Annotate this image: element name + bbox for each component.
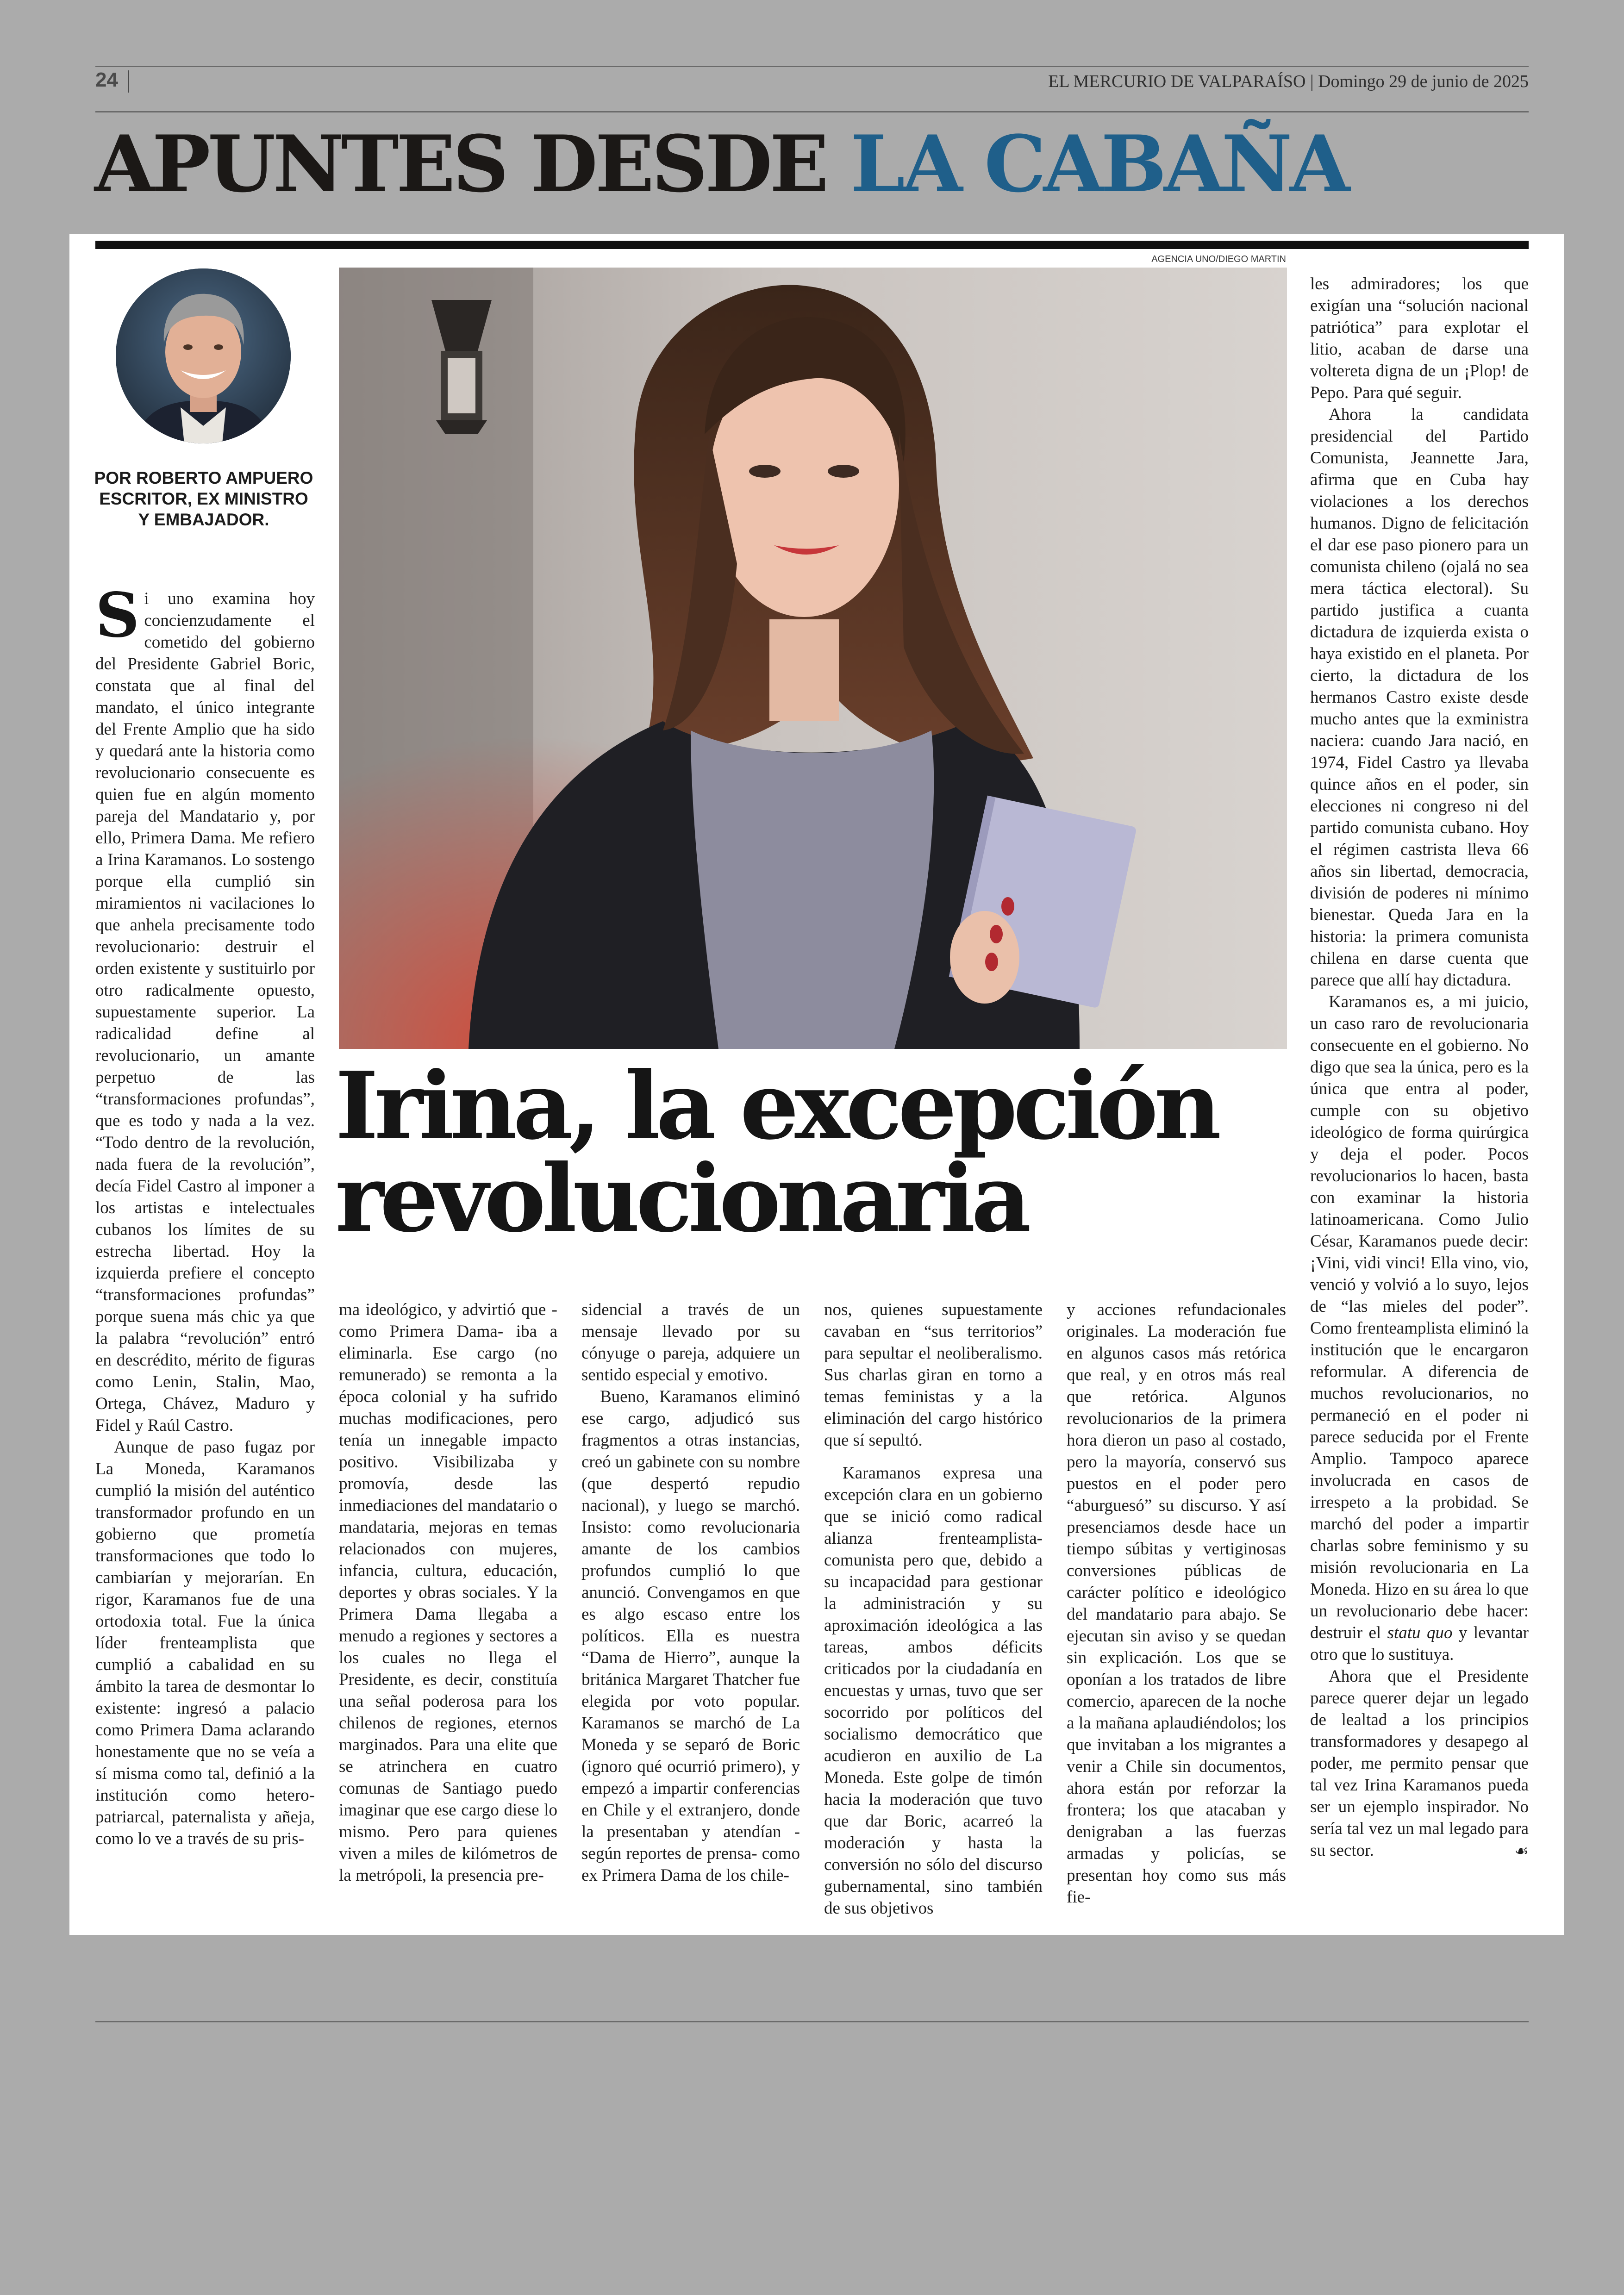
body-paragraph: Ahora la candidata presidencial del Partido Comunista, Jeannette Jara, afirma que en Cuba hay violaciones a los derechos humanos. Digno de felicitación el dar ese paso pionero para un comunista chileno (ojalá no sea mera táctica electoral). Su partido justifica a cuanta dictadura de izquierda exista o haya existido en el planeta. Por cierto, la dictadura de los hermanos Castro existe desde mucho antes que la exministra naciera: cuando Jara nació, en 1974, Fidel Castro ya llevaba quince años en el poder, sin elecciones ni congreso ni del partido comunista cubano. Hoy el régimen castrista lleva 66 años sin libertad, democracia, división de poderes ni mínimo bienestar. Queda Jara en la historia: la primera comunista chilena en darse cuenta que parece que allí hay dictadura. xyxy=(1310,405,1529,990)
body-paragraph xyxy=(95,580,315,1436)
paragraph-text: Karamanos es, a mi juicio, un caso raro de revolucionaria consecuente en el gobierno. No digo que sea la única, pero es la única que entra al poder, cumple con su objetivo ideológico de forma quirúrgica y deja el poder. Pocos revolucionarios lo hacen, basta con examinar la historia latinoamericana. Como Julio César, Karamanos puede decir: ¡Vini, vidi vinci! Ella vino, vio, venció y volvió a lo suyo, lejos de “las mieles del poder”. Como frenteamplista eliminó la institución que le encargaron reformular. A diferencia de muchos revolucionarios, no permaneció en el poder ni parece seducida por el Frente Amplio. Tampoco aparece involucrada en casos de irrespeto a la probidad. Se marchó del poder a impartir charlas sobre feminismo y su misión revolucionaria en La Moneda. Hizo en su área lo que un revolucionario debe hacer: destruir el xyxy=(1310,992,1529,1642)
body-paragraph: sidencial a través de un mensaje llevado por su cónyuge o pareja, adquiere un sentido especial y emotivo. xyxy=(581,1300,800,1384)
header-bottom-rule xyxy=(95,111,1529,112)
author-avatar xyxy=(116,268,291,443)
page-number-divider xyxy=(128,70,129,93)
body-column-3 xyxy=(581,1299,800,1886)
section-title-part2: LA CABAÑA xyxy=(850,118,1348,210)
body-paragraph: nos, quienes supuestamente cavaban en “sus territorios” para sepultar el neoliberalismo. Sus charlas giran en torno a temas feministas y a la eliminación del cargo histórico que sí sepultó. xyxy=(824,1300,1043,1450)
drop-cap: S xyxy=(95,580,140,651)
headline-line2: revolucionaria xyxy=(335,1144,1027,1253)
author-byline xyxy=(88,468,319,530)
paragraph-text-end: y levantar otro que lo sustituya. xyxy=(1310,1623,1529,1664)
article-photo xyxy=(339,268,1287,1049)
paragraph-text: i uno examina hoy concienzudamente el cometido del gobierno del Presidente Gabriel Boric, constata que al final del mandato, el único integrante del Frente Amplio que ha sido y quedará ante la historia como revolucionario consecuente es quien fue en algún momento pareja del Mandatario y, por ello, Primera Dama. Me refiero a Irina Karamanos. Lo sostengo porque ella cumplió sin miramientos ni vacilaciones lo que anhela precisamente todo revolucionario: destruir el orden existente y sustituirlo por otro radicalmente opuesto, supuestamente superior. La radicalidad define al revolucionario, un amante perpetuo de las “transformaciones profundas”, que es todo y nada a la vez. “Todo dentro de la revolución, nada fuera de la revolución”, decía Fidel Castro al imponer a los artistas e intelectuales cubanos los límites de su estrecha libertad. Hoy la izquierda prefiere el concepto “transformaciones profundas” porque suena más chic ya que la palabra “revolución” entró en descrédito, mérito de figuras como Lenin, Stalin, Mao, Ortega, Chávez, Maduro y Fidel y Raúl Castro. xyxy=(95,589,315,1435)
body-paragraph: y acciones refundacionales originales. La moderación fue en algunos casos más retórica que real, y en otros más real que retórica. Algunos revolucionarios de la primera hora dieron un paso al costado, pero la mayoría, conservó sus puestos en el poder pero “aburguesó” su discurso. Y así presenciamos desde hace un tiempo súbitas y vertiginosas conversiones públicas de carácter político e ideológico del mandatario para abajo. Se ejecutan sin aviso y se quedan sin explicación. Los que se oponían a los tratados de libre comercio, aparecen de la noche a la mañana aplaudiéndolos; los que invitaban a los migrantes a venir a Chile sin documentos, ahora están por reforzar la frontera; los que atacaban y denigraban a las fuerzas armadas y policías, se presentan hoy como sus más fie- xyxy=(1067,1300,1286,1907)
italic-phrase: statu quo xyxy=(1387,1623,1453,1642)
body-column-2 xyxy=(339,1299,557,1886)
body-column-6 xyxy=(1310,273,1529,1862)
section-title xyxy=(94,118,1348,210)
byline-title-cont: Y EMBAJADOR. xyxy=(138,510,269,529)
byline-title: ESCRITOR, EX MINISTRO xyxy=(99,489,308,508)
body-paragraph: Aunque de paso fugaz por La Moneda, Karamanos cumplió la misión del auténtico transformador profundo en un gobierno que prometía transformaciones que todo lo cambiarían y mejorarían. En rigor, Karamanos fue de una ortodoxia total. Fue la única líder frenteamplista que cumplió a cabalidad en su ámbito la tarea de desmontar lo existente: ingresó a palacio como Primera Dama aclarando honestamente que no se veía a sí misma como tal, definió a la institución como hetero-patriarcal, paternalista y añeja, como lo ve a través de su pris- xyxy=(95,1438,315,1848)
body-paragraph xyxy=(1310,1665,1529,1861)
body-paragraph: Bueno, Karamanos eliminó ese cargo, adjudicó sus fragmentos a otras instancias, creó un gabinete con su nombre (que despertó repudio nacional), y luego se marchó. Insisto: como revolucionaria amante de los cambios profundos cumplió lo que anunció. Convengamos en que es algo escaso entre los políticos. Ella es nuestra “Dama de Hierro”, aunque la británica Margaret Thatcher fue elegida por voto popular. Karamanos se marchó de La Moneda y se separó de Boric (ignoro qué ocurrió primero), y empezó a impartir conferencias en Chile y el extranjero, donde la presentaban y atendían -según reportes de prensa- como ex Primera Dama de los chile- xyxy=(581,1387,800,1885)
header-top-rule xyxy=(95,66,1529,67)
body-paragraph: les admiradores; los que exigían una “solución nacional patriótica” para explotar el litio, acaban de darse una voltereta digna de un ¡Plop! de Pepo. Para qué seguir. xyxy=(1310,274,1529,402)
body-paragraph: Karamanos expresa una excepción clara en un gobierno que se inició como radical alianza frenteamplista-comunista pero que, debido a su incapacidad para gestionar la administración y su aproximación ideológica a las tareas, ambos déficits criticados por la ciudadanía en encuestas y urnas, tuvo que ser socorrido por políticos del socialismo democrático que acudieron en auxilio de La Moneda. Este golpe de timón hacia la moderación que tuvo que dar Boric, acarreó la moderación y hasta la conversión no sólo del discurso gubernamental, sino también de sus objetivos xyxy=(824,1464,1043,1918)
byline-name: POR ROBERTO AMPUERO xyxy=(94,468,313,487)
body-column-4 xyxy=(824,1299,1043,1919)
body-paragraph: ma ideológico, y advirtió que -como Primera Dama- iba a eliminarla. Ese cargo (no remunerado) se remonta a la época colonial y ha sufrido muchas modificaciones, pero tenía un innegable impacto positivo. Visibilizaba y promovía, desde las inmediaciones del mandatario o mandataria, mejoras en temas relacionados con mujeres, infancia, cultura, educación, deportes y obras sociales. Y la Primera Dama llegaba a menudo a regiones y sectores a los cuales no llega el Presidente, es decir, constituía una señal poderosa para los chilenos de regiones, eternos marginados. Para una elite que se atrinchera en cuatro comunas de Santiago puedo imaginar que ese cargo diese lo mismo. Pero para quienes viven a miles de kilómetros de la metrópoli, la presencia pre- xyxy=(339,1300,557,1885)
author-portrait-illustration xyxy=(116,268,291,443)
body-paragraph xyxy=(1310,991,1529,1665)
body-column-5 xyxy=(1067,1299,1286,1908)
body-column-1 xyxy=(95,580,315,1850)
headline-line1: Irina, la excepción xyxy=(335,1052,1218,1160)
photo-credit: AGENCIA UNO/DIEGO MARTIN xyxy=(1151,254,1286,264)
dateline: EL MERCURIO DE VALPARAÍSO | Domingo 29 de junio de 2025 xyxy=(1048,72,1529,91)
photo-illustration xyxy=(339,268,1287,1049)
footer-rule xyxy=(95,2021,1529,2022)
article-headline xyxy=(335,1052,1307,1253)
paragraph-text: Ahora que el Presidente parece querer dejar un legado de lealtad a los principios transformadores y desapego al poder, me permito pensar que tal vez Irina Karamanos pueda ser un ejemplo inspirador. No sería tal vez un mal legado para su sector. xyxy=(1310,1667,1529,1860)
section-title-part1: APUNTES DESDE xyxy=(94,118,826,210)
page-number: 24 xyxy=(95,69,118,91)
end-of-article-icon: ☙ xyxy=(1514,1842,1529,1860)
section-thick-rule xyxy=(95,241,1529,249)
